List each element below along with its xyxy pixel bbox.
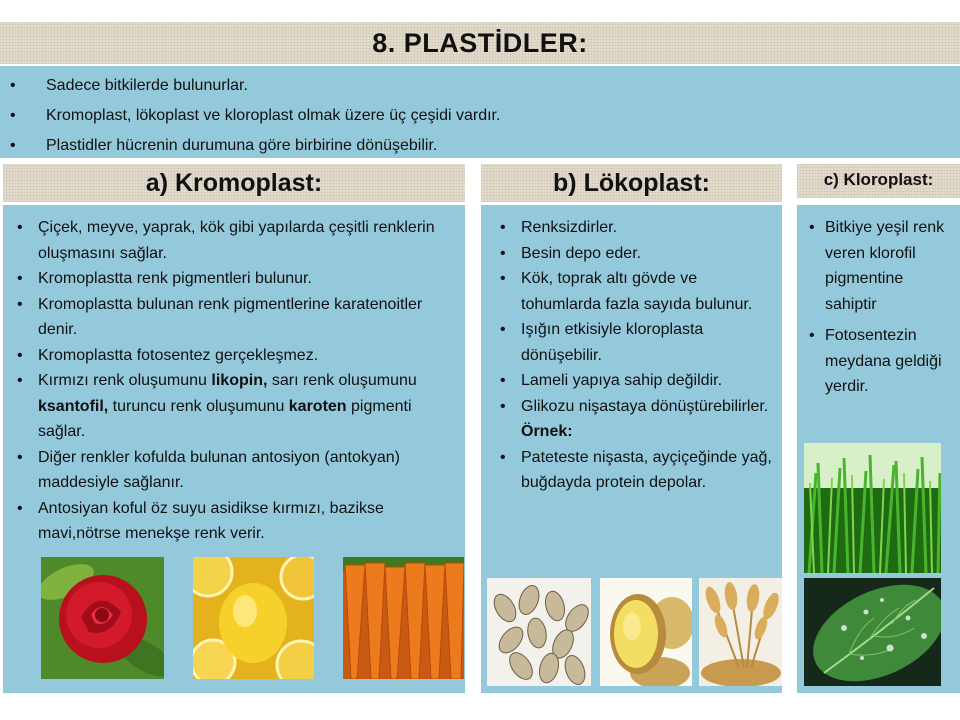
example-label: Örnek: [521,423,573,440]
intro-list [0,71,960,161]
lokoplast-list [495,215,774,496]
rose-image [41,557,164,679]
sunflower-seeds-image [487,578,591,686]
list-item [495,394,774,445]
list-item: • Kök, toprak altı gövde ve tohumlarda fazla sayıda bulunur. [495,266,774,317]
pigment-item [11,368,457,445]
list-item: • Kromoplast, lökoplast ve kloroplast olmak üzere üç çeşidi vardır. [0,101,960,131]
ksantofil-term: ksantofil, [38,397,109,415]
page-title-bar [0,22,960,64]
list-item-text: Glikozu nişastaya dönüştürebilirler. [521,397,769,415]
list-item: • Fotosentezin meydana geldiği yerdir. [805,323,954,400]
list-item: • Çiçek, meyve, yaprak, kök gibi yapılarda çeşitli renklerin oluşmasını sağlar. [11,215,457,266]
pigment-text: pigmenti sağlar. [38,397,412,440]
lokoplast-header [481,164,782,202]
list-item: • Bitkiye yeşil renk veren klorofil pigmentine sahiptir [805,215,954,317]
kloroplast-header [797,164,960,198]
pigment-text: sarı renk oluşumunu [267,372,417,389]
list-item: • Işığın etkisiyle kloroplasta dönüşebilir. [495,317,774,368]
pigment-text: Kırmızı renk oluşumunu [38,372,212,389]
intro-panel [0,66,960,158]
pigment-text: turuncu renk oluşumunu [108,397,289,415]
kromoplast-list [11,215,457,547]
list-item: • Kromoplastta fotosentez gerçekleşmez. [11,343,457,369]
list-item: • Sadece bitkilerde bulunurlar. [0,71,960,101]
page-title: 8. PLASTİDLER: [372,27,588,58]
list-item: • Besin depo eder. [495,241,774,267]
potato-image [600,578,692,686]
leaf-image [804,578,941,686]
likopin-term: likopin, [211,372,268,389]
kromoplast-header [3,164,465,202]
grass-image [804,443,941,573]
kloroplast-list [805,215,954,400]
lokoplast-heading: b) Lökoplast: [553,168,710,197]
list-item: • Diğer renkler kofulda bulunan antosiyon (antokyan) maddesiyle sağlanır. [11,445,457,496]
list-item: • Kromoplastta renk pigmentleri bulunur. [11,266,457,292]
kloroplast-heading: c) Kloroplast: [823,170,934,189]
list-item: • Renksizdirler. [495,215,774,241]
list-item: • Kromoplastta bulunan renk pigmentlerine karatenoitler denir. [11,292,457,343]
list-item: • Lameli yapıya sahip değildir. [495,368,774,394]
list-item: • Antosiyan koful öz suyu asidikse kırmızı, bazikse mavi,nötrse menekşe renk verir. [11,496,457,547]
karoten-term: karoten [288,397,347,415]
wheat-image [699,578,782,686]
list-item: • Pateteste nişasta, ayçiçeğinde yağ, buğdayda protein depolar. [495,445,774,496]
kromoplast-heading: a) Kromoplast: [145,168,323,197]
list-item: • Plastidler hücrenin durumuna göre birbirine dönüşebilir. [0,131,960,161]
lemon-image [193,557,314,679]
carrot-image [343,557,464,679]
